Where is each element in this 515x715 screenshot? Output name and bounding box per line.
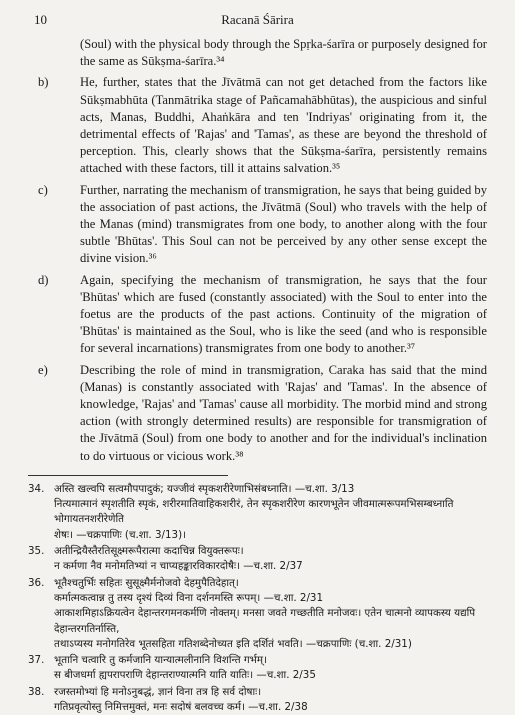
footnote-34 bbox=[28, 482, 487, 543]
footnote-number: 35. bbox=[28, 545, 45, 558]
footnote-line: शेषः। —चक्रपाणिः (च.शा. 3/13)। bbox=[54, 528, 187, 541]
footnote-line: अतीन्द्रियैस्तैरतिसूक्ष्मरूपैरात्मा कदाचिन्न वियुक्तरूपः। bbox=[54, 545, 244, 558]
footnote-divider bbox=[28, 475, 228, 476]
footnote-number: 34. bbox=[28, 482, 45, 495]
footnote-35 bbox=[28, 544, 487, 575]
footnote-38 bbox=[28, 685, 487, 715]
footnote-number: 37. bbox=[28, 654, 45, 667]
footnote-line: अस्ति खल्वपि सत्वमौपपादुकं; यज्जीवं स्पृकशरीरेणाभिसंबध्नाति। —च.शा. 3/13 bbox=[54, 482, 355, 495]
footnote-line: न कर्मणा नैव मनोमतिभ्यां न चाप्यहङ्कारविकारदोषैः। —च.शा. 2/37 bbox=[54, 560, 303, 573]
list-label: b) bbox=[38, 75, 49, 90]
list-text: Describing the role of mind in transmigration, Caraka has said that the mind (Manas) is constantly associated with 'Rajas' and 'Tamas'. In the absence of knowledge, 'Rajas' and 'Tamas' cause all morbidity. The morbid mind and strong action (with strongly determined results) are responsible for transmigration of the Jīvātmā (Soul) from one body to another and for the individual's inclination to do virtuous or vicious work.³⁸ bbox=[80, 362, 487, 463]
footnote-number: 38. bbox=[28, 685, 45, 698]
running-title: Racanā Śārira bbox=[221, 12, 294, 27]
list-item-e bbox=[28, 362, 487, 465]
footnote-line: स बीजधर्मा ह्यपरापराणि देहान्तराण्यात्मनि याति यातिः। —च.शा. 2/35 bbox=[54, 669, 316, 682]
footnote-line: कर्मात्मकत्वान्न तु तस्य दृश्यं दिव्यं विना दर्शनमस्ति रूपम्। —च.शा. 2/31 bbox=[54, 591, 324, 604]
list-text: Further, narrating the mechanism of transmigration, he says that being guided by the association of past actions, the Jīvātmā (Soul) who travels with the help of the Manas (mind) transmigrates from one body, to another along with the four subtle 'Bhūtas'. This Soul can not be perceived by any other sense except the divine vision.³⁶ bbox=[80, 182, 487, 266]
footnote-37 bbox=[28, 653, 487, 684]
continuation-paragraph: (Soul) with the physical body through the Spṛka-śarīra or purposely designed for the same as Sūkṣma-śarīra.³⁴ bbox=[80, 37, 487, 69]
footnote-number: 36. bbox=[28, 576, 45, 589]
footnote-line: गतिप्रवृत्योस्तु निमित्तमुक्तं, मनः सदोषं बलवच्च कर्म। —च.शा. 2/38 bbox=[54, 701, 308, 714]
footnote-36 bbox=[28, 576, 487, 652]
body-text bbox=[28, 36, 487, 465]
footnote-line: आकाशमिहाऽक्रियत्वेन देहान्तरगमनकर्मणि नोक्तम्। मनसा जवते गच्छतीति मनोजवः। एतेन चात्मनो व्यापकस्य यद्यपि देहान्तरगतिर्नास्ति, bbox=[54, 607, 476, 635]
list-label: d) bbox=[38, 272, 49, 287]
footnote-line: रजस्तमोभ्यां हि मनोऽनुबद्धं, ज्ञानं विना तत्र हि सर्व दोषाः। bbox=[54, 685, 262, 698]
list-text: He, further, states that the Jīvātmā can not get detached from the factors like Sūkṣmabhūta (Tanmātrika stage of Pañcamahābhūtas), the auspicious and sinful acts, Manas, Buddhi, Ahaṅkāra and ten 'Indriyas' originating from it, the detrimental effects of 'Rajas' and 'Tamas', as these are beyond the threshold of perception. This, clearly shows that the Sūkṣma-śarīra, persistently remains attached with these factors, till it attains salvation.³⁵ bbox=[80, 75, 487, 176]
footnote-line: नित्यमात्मानं स्पृशतीति स्पृकं, शरीरमातिवाहिकशरीरं, तेन स्पृकशरीरेण कारणभूतेन जीवमात्मरूपमभिसम्बध्नाति भोगायतनशरीरेणेति bbox=[54, 498, 454, 526]
footnote-line: भूतैश्चतुर्भिः सहितः सुसूक्ष्मैर्मनोजवो देहमुपैतिदेहात्। bbox=[54, 576, 239, 589]
list-label: c) bbox=[38, 182, 48, 197]
list-label: e) bbox=[38, 362, 48, 377]
footnote-line: तथाऽप्यस्य मनोगतिरेव भूतसहिता गतिशब्देनोच्यत इति दर्शितं भवति। —चक्रपाणिः (च.शा. 2/31) bbox=[54, 637, 412, 650]
footnote-line: भूतानि चत्वारि तु कर्मजानि यान्यात्मलीनानि विशन्ति गर्भम्। bbox=[54, 654, 267, 667]
list-item-d bbox=[28, 272, 487, 358]
page-header bbox=[28, 0, 487, 30]
list-item-c bbox=[28, 182, 487, 268]
page-number: 10 bbox=[34, 12, 47, 27]
list-item-b bbox=[28, 74, 487, 177]
list-text: Again, specifying the mechanism of transmigration, he says that the four 'Bhūtas' which are fused (constantly associated) with the Soul to enter into the foetus are the products of the past actions. Continuity of the migration of 'Bhūtas' is maintained as the Soul, who is like the seed (and who is responsible for several incarnations) transmigrates from one body to another.³⁷ bbox=[80, 272, 487, 356]
footnotes bbox=[28, 482, 487, 715]
